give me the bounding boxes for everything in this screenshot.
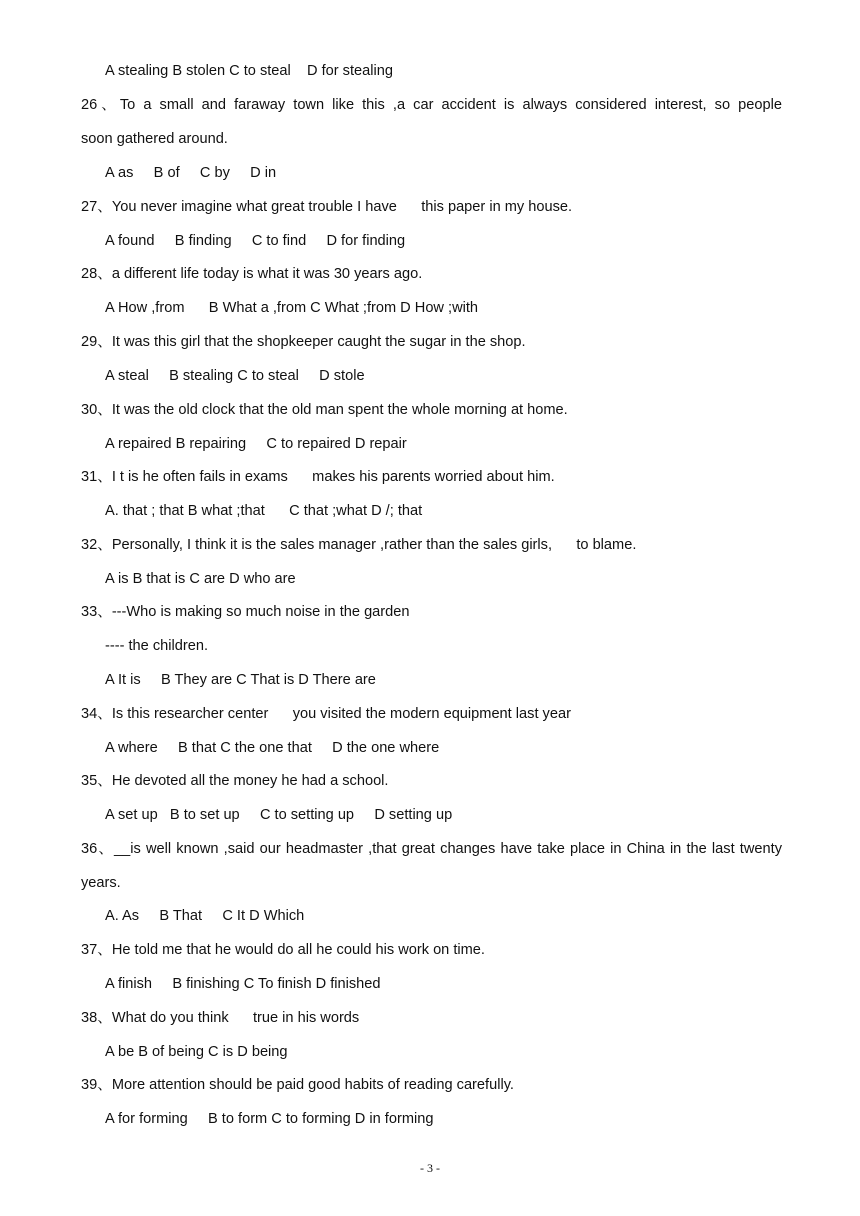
q25-options: A stealing B stolen C to steal D for stealing: [105, 63, 393, 79]
q39-options: A for forming B to form C to forming D in forming: [105, 1111, 434, 1127]
q32-question: 32、Personally, I think it is the sales manager ,rather than the sales girls, to blame.: [81, 537, 637, 553]
q26-question: 26、To a small and faraway town like this ,a car accident is always considered interest, so people: [81, 97, 782, 113]
q38-question: 38、What do you think true in his words: [81, 1010, 360, 1026]
q31-options: A. that ; that B what ;that C that ;what D /; that: [105, 503, 423, 519]
q26-question-continued: soon gathered around.: [81, 131, 228, 147]
q35-question: 35、He devoted all the money he had a school.: [81, 773, 389, 789]
q31-question: 31、I t is he often fails in exams makes his parents worried about him.: [81, 469, 555, 485]
q37-question: 37、He told me that he would do all he could his work on time.: [81, 942, 485, 958]
q28-question: 28、a different life today is what it was 30 years ago.: [81, 266, 423, 282]
q33-answer-line: ---- the children.: [105, 638, 208, 654]
q33-question: 33、---Who is making so much noise in the garden: [81, 604, 410, 620]
q34-options: A where B that C the one that D the one where: [105, 740, 440, 756]
q39-question: 39、More attention should be paid good habits of reading carefully.: [81, 1077, 514, 1093]
q38-options: A be B of being C is D being: [105, 1044, 288, 1060]
q29-options: A steal B stealing C to steal D stole: [105, 368, 365, 384]
q28-options: A How ,from B What a ,from C What ;from D How ;with: [105, 300, 479, 316]
q37-options: A finish B finishing C To finish D finished: [105, 976, 381, 992]
q34-question: 34、Is this researcher center you visited the modern equipment last year: [81, 706, 571, 722]
q27-options: A found B finding C to find D for finding: [105, 233, 406, 249]
q30-options: A repaired B repairing C to repaired D repair: [105, 436, 407, 452]
q30-question: 30、It was the old clock that the old man spent the whole morning at home.: [81, 402, 568, 418]
q32-options: A is B that is C are D who are: [105, 571, 296, 587]
q29-question: 29、It was this girl that the shopkeeper caught the sugar in the shop.: [81, 334, 526, 350]
q27-question: 27、You never imagine what great trouble I have this paper in my house.: [81, 199, 573, 215]
q36-options: A. As B That C It D Which: [105, 908, 305, 924]
q33-options: A It is B They are C That is D There are: [105, 672, 376, 688]
q36-question: 36、__is well known ,said our headmaster ,that great changes have take place in China in the last twenty: [81, 841, 782, 857]
q35-options: A set up B to set up C to setting up D setting up: [105, 807, 453, 823]
page-number: - 3 -: [420, 1161, 440, 1175]
q36-question-continued: years.: [81, 875, 121, 891]
q26-options: A as B of C by D in: [105, 165, 277, 181]
